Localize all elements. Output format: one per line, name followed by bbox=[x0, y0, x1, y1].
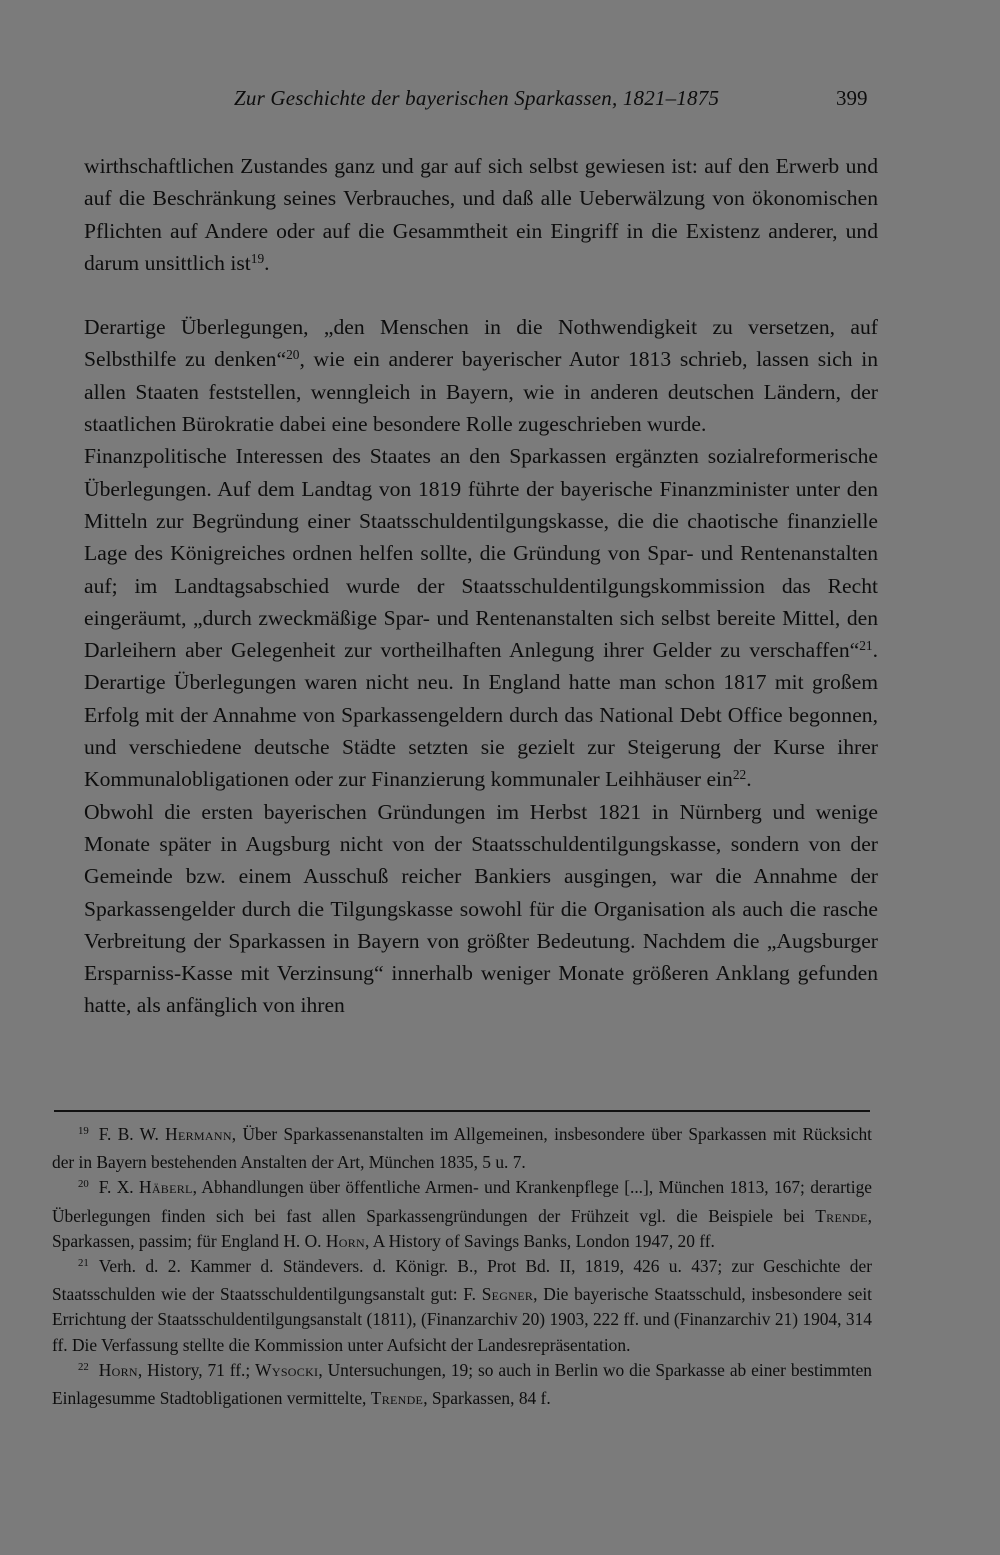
footnote-number: 19 bbox=[78, 1125, 89, 1138]
footnote-text: , History, 71 ff.; bbox=[137, 1359, 256, 1380]
author-name: Häberl bbox=[138, 1177, 193, 1198]
author-name: Trende bbox=[815, 1205, 868, 1226]
footnote-number: 22 bbox=[78, 1360, 89, 1373]
footnote-text: , Über Sparkassenanstalten im Allgemeinen, insbesondere über Sparkassen mit Rücksicht der in Bayern bestehenden Anstalten der Art, München 1835, 5 u. 7. bbox=[52, 1124, 872, 1173]
paragraph-text: Derartige Überlegungen, „den Menschen in die Nothwendigkeit zu versetzen, auf Selbsthilfe zu denken“ bbox=[84, 315, 878, 372]
footnote-divider bbox=[54, 1110, 870, 1112]
paragraph-1 bbox=[84, 150, 878, 279]
footnote-22 bbox=[52, 1358, 872, 1411]
paragraph-tail: . bbox=[264, 250, 270, 275]
footnote-number: 21 bbox=[78, 1257, 89, 1270]
paragraph-text: , wie ein anderer bayerischer Autor 1813 schrieb, lassen sich in allen Staaten feststellen, wenngleich in Bayern, wie in anderen deutschen Ländern, der staatlichen Bürokratie dabei eine besondere Rolle zugeschrieben wurde. bbox=[84, 347, 878, 437]
footnote-19 bbox=[52, 1122, 872, 1175]
footnote-text: , Abhandlungen über öffentliche Armen- und Krankenpflege [...], München 1813, 167; derartige Überlegungen finden sich bei fast allen Sparkassengründungen der Frühzeit vgl. die Beispiele bei bbox=[52, 1177, 872, 1226]
paragraph-text: Obwohl die ersten bayerischen Gründungen im Herbst 1821 in Nürnberg und wenige Monate später in Augsburg nicht von der Staatsschuldentilgungskasse, sondern von der Gemeinde bzw. einem Ausschuß reicher Bankiers ausgingen, war die Annahme der Sparkassengelder durch die Tilgungskasse sowohl für die Organisation als auch die rasche Verbreitung der Sparkassen in Bayern von größter Bedeutung. Nachdem die „Augsburger Ersparniss-Kasse mit Verzinsung“ innerhalb weniger Monate größeren Anklang gefunden hatte, als anfänglich von ihren bbox=[84, 799, 878, 1018]
footnote-text: , Sparkassen, passim; für England H. O. bbox=[52, 1205, 872, 1251]
body-text bbox=[84, 150, 878, 1022]
running-header bbox=[0, 86, 1000, 116]
footnote-21 bbox=[52, 1254, 872, 1358]
footnote-text: , Die bayerische Staatsschuld, insbesondere seit Errichtung der Staatsschuldentilgungsanstalt (1811), (Finanzarchiv 20) 1903, 222 ff. und (Finanzarchiv 21) 1904, 314 ff. Die Verfassung stellte die Kommission unter Aufsicht der Landesrepräsentation. bbox=[52, 1284, 872, 1355]
author-name: Horn bbox=[98, 1359, 138, 1380]
footnote-20 bbox=[52, 1175, 872, 1254]
footnotes bbox=[52, 1122, 872, 1411]
footnote-number: 20 bbox=[78, 1178, 89, 1191]
running-title: Zur Geschichte der bayerischen Sparkassen, 1821–1875 bbox=[234, 86, 720, 110]
footnote-text: F. X. bbox=[98, 1177, 139, 1198]
footnote-text: Verh. d. 2. Kammer d. Ständevers. d. Königr. B., Prot Bd. II, 1819, 426 u. 437; zur Geschichte der Staatsschulden wie der Staatsschuldentilgungsanstalt gut: F. bbox=[52, 1256, 872, 1305]
footnote-ref-21: 21 bbox=[859, 637, 873, 653]
paragraph-tail: . bbox=[746, 767, 752, 792]
footnote-text: F. B. W. bbox=[98, 1124, 166, 1144]
page-number: 399 bbox=[836, 86, 868, 110]
footnote-ref-22: 22 bbox=[732, 766, 747, 782]
paragraph-3 bbox=[84, 440, 878, 795]
author-name: Segner bbox=[481, 1284, 534, 1305]
footnote-text: , Untersuchungen, 19; so auch in Berlin wo die Sparkasse ab einer bestimmten Einlagesumme Stadtobligationen vermittelte, bbox=[52, 1359, 872, 1409]
footnote-ref-19: 19 bbox=[250, 250, 265, 266]
footnote-text: , Sparkassen, 84 f. bbox=[423, 1388, 551, 1409]
paragraph-4 bbox=[84, 796, 878, 1022]
author-name: Horn bbox=[325, 1230, 365, 1251]
author-name: Trende bbox=[370, 1388, 424, 1409]
paragraph-2 bbox=[84, 311, 878, 440]
author-name: Hermann bbox=[165, 1124, 232, 1144]
footnote-ref-20: 20 bbox=[286, 347, 300, 363]
paragraph-text: wirthschaftlichen Zustandes ganz und gar auf sich selbst gewiesen ist: auf den Erwerb und auf die Beschränkung seines Verbrauches, und daß alle Ueberwälzung von ökonomischen Pflichten auf Andere oder auf die Gesammtheit ein Eingriff in die Existenz anderer, und darum unsittlich ist bbox=[84, 154, 878, 275]
paragraph-text: Finanzpolitische Interessen des Staates an den Sparkassen ergänzten sozialreformerische Überlegungen. Auf dem Landtag von 1819 führte der bayerische Finanzminister unter den Mitteln zur Begründung einer Staatsschuldentilgungskasse, die die chaotische finanzielle Lage des Königreiches ordnen helfen sollte, die Gründung von Spar- und Rentenanstalten auf; im Landtagsabschied wurde der Staatsschuldentilgungskommission das Recht eingeräumt, „durch zweckmäßige Spar- und Rentenanstalten sich selbst bereite Mittel, den Darleihern aber Gelegenheit zur vortheilhaften Anlegung ihrer Gelder zu verschaffen“ bbox=[84, 444, 878, 663]
author-name: Wysocki bbox=[255, 1359, 319, 1380]
footnote-text: , A History of Savings Banks, London 1947, 20 ff. bbox=[364, 1230, 715, 1251]
paragraph-text: . Derartige Überlegungen waren nicht neu. In England hatte man schon 1817 mit großem Erfolg mit der Annahme von Sparkassengeldern durch das National Debt Office begonnen, und verschiedene deutsche Städte setzten sie gezielt zur Steigerung der Kurse ihrer Kommunalobligationen oder zur Finanzierung kommunaler Leihhäuser ein bbox=[84, 638, 878, 792]
